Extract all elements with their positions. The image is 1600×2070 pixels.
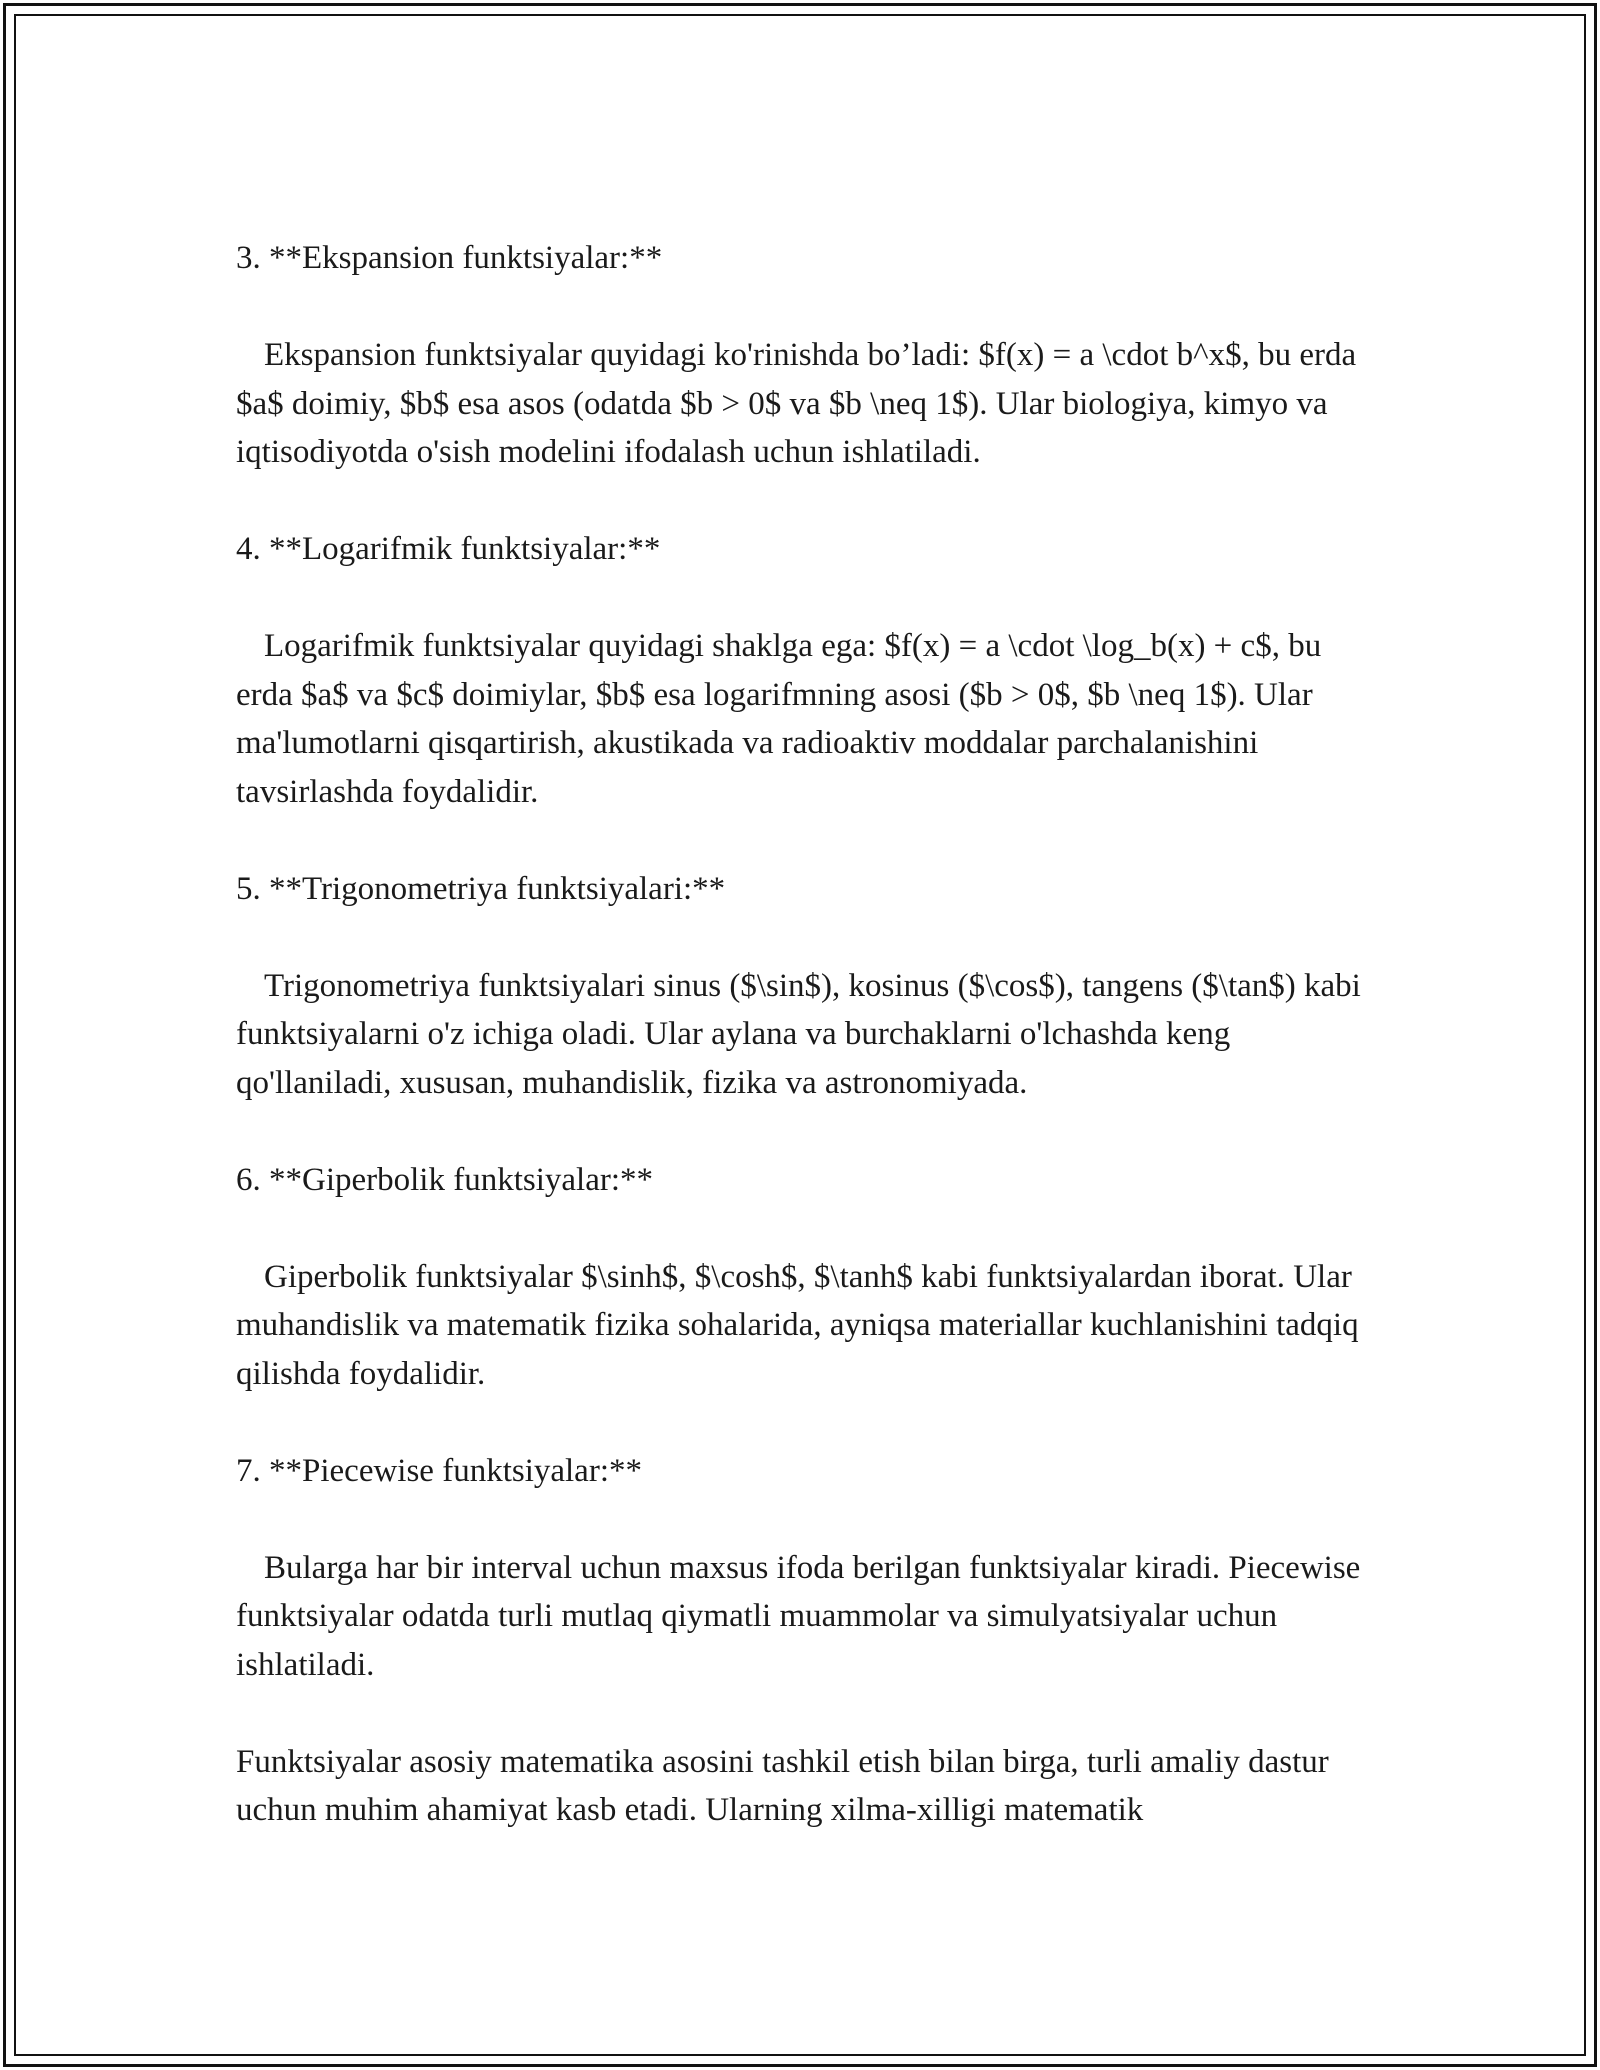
section-heading-5: 5. **Trigonometriya funktsiyalari:** — [236, 870, 726, 907]
section-body-3: Ekspansion funktsiyalar quyidagi ko'rinishda bo’ladi: $f(x) = a \cdot b^x$, bu erda $a$ doimiy, $b$ esa asos (odatda $b > 0$ va $b \neq 1$). Ular biologiya, kimyo va iqtisodiyotda o'sish modelini ifodalash uchun ishlatiladi. — [236, 337, 1357, 470]
section-heading-6: 6. **Giperbolik funktsiyalar:** — [236, 1161, 654, 1198]
section-heading-4: 4. **Logarifmik funktsiyalar:** — [236, 531, 661, 567]
section-heading-7: 7. **Piecewise funktsiyalar:** — [236, 1452, 642, 1489]
closing-paragraph: Funktsiyalar asosiy matematika asosini tashkil etish bilan birga, turli amaliy dastur uchun muhim ahamiyat kasb etadi. Ularning xilma-xilligi matematik — [236, 1743, 1329, 1828]
section-body-5: Trigonometriya funktsiyalari sinus ($\sin$), kosinus ($\cos$), tangens ($\tan$) kabi funktsiyalarni o'z ichiga oladi. Ular aylana va burchaklarni o'lchashda keng qo'llaniladi, xususan, muhandislik, fizika va astronomiyada. — [236, 967, 1361, 1101]
document-body — [236, 234, 1386, 1835]
section-body-6: Giperbolik funktsiyalar $\sinh$, $\cosh$, $\tanh$ kabi funktsiyalardan iborat. Ular muhandislik va matematik fizika sohalarida, ayniqsa materiallar kuchlanishini tadqiq qilishda foydalidir. — [236, 1258, 1359, 1392]
section-heading-3: 3. **Ekspansion funktsiyalar:** — [236, 240, 663, 276]
section-body-4: Logarifmik funktsiyalar quyidagi shaklga ega: $f(x) = a \cdot \log_b(x) + c$, bu erda $a$ va $c$ doimiylar, $b$ esa logarifmning asosi ($b > 0$, $b \neq 1$). Ular ma'lumotlarni qisqartirish, akustikada va radioaktiv moddalar parchalanishini tavsirlashda foydalidir. — [236, 628, 1322, 810]
section-body-7: Bularga har bir interval uchun maxsus ifoda berilgan funktsiyalar kiradi. Piecewise funktsiyalar odatda turli mutlaq qiymatli muammolar va simulyatsiyalar uchun ishlatiladi. — [236, 1549, 1361, 1683]
